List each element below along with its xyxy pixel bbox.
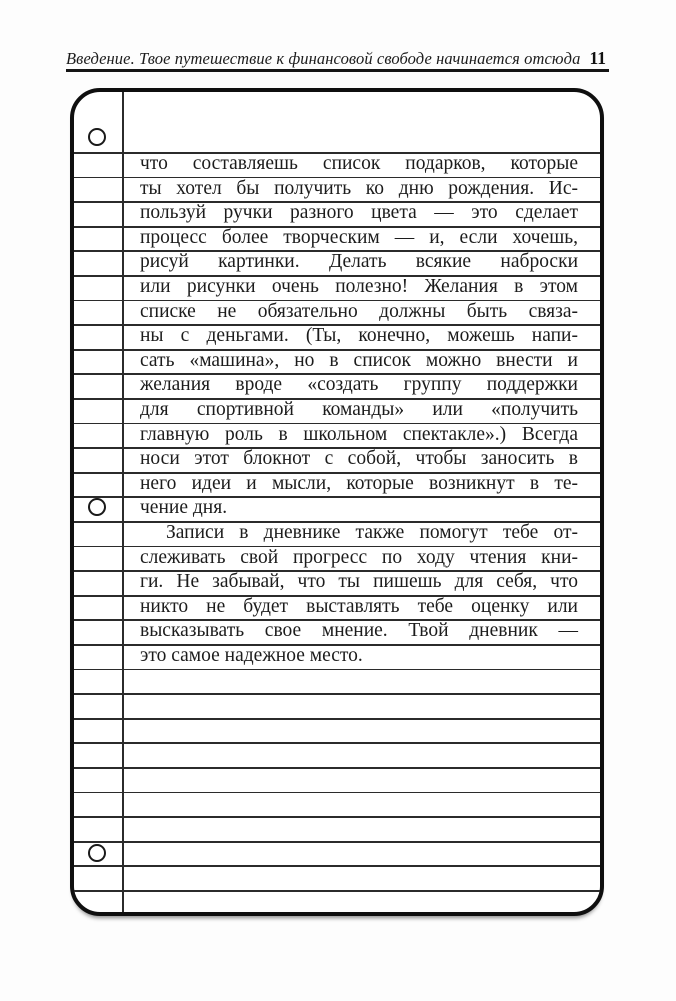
ruled-line (74, 816, 600, 818)
page-number: 11 (589, 48, 606, 68)
text-line: или рисунки очень полезно! Желания в этом (140, 275, 578, 297)
text-line: него идеи и мысли, которые возникнут в те- (140, 472, 578, 494)
text-line: списке не обязательно должны быть связа- (140, 300, 578, 322)
ruled-line (74, 693, 600, 695)
text-line: высказывать свое мнение. Твой дневник — (140, 620, 578, 642)
notebook-card (70, 88, 604, 916)
text-line: чение дня. (140, 497, 228, 519)
text-line: что составляешь список подарков, которые (140, 153, 578, 174)
text-line: ны с деньгами. (Ты, конечно, можешь напи- (140, 325, 578, 347)
binder-hole (88, 844, 106, 862)
running-header (66, 48, 609, 69)
text-line: пользуй ручки разного цвета — это сделает (140, 202, 578, 224)
ruled-line (74, 792, 600, 794)
text-line: Записи в дневнике также помогут тебе от- (166, 521, 578, 543)
header-rule (66, 69, 609, 72)
text-line: главную роль в школьном спектакле».) Всегда (140, 423, 578, 445)
text-line: процесс более творческим — и, если хочешь, (140, 226, 578, 248)
text-line: для спортивной команды» или «получить (140, 398, 578, 420)
text-line: желания вроде «создать группу поддержки (140, 374, 578, 396)
text-line: это самое надежное место. (140, 644, 363, 666)
binder-hole (88, 498, 106, 516)
text-line: сать «машина», но в список можно внести и (140, 349, 578, 371)
text-line: рисуй картинки. Делать всякие наброски (140, 251, 578, 273)
ruled-line (74, 865, 600, 867)
text-line: никто не будет выставлять тебе оценку или (140, 595, 578, 617)
notebook-text (140, 152, 578, 668)
text-line: носи этот блокнот с собой, чтобы заносить в (140, 448, 578, 470)
ruled-line (74, 841, 600, 843)
ruled-line (74, 742, 600, 744)
ruled-line (74, 767, 600, 769)
text-line: ги. Не забывай, что ты пишешь для себя, что (140, 571, 578, 593)
text-line: слеживать свой прогресс по ходу чтения кни- (140, 546, 578, 568)
ruled-line (74, 669, 600, 671)
binder-hole (88, 128, 106, 146)
ruled-line (74, 890, 600, 892)
margin-line (122, 92, 124, 912)
ruled-line (74, 718, 600, 720)
header-title: Введение. Твое путешествие к финансовой свободе начинается отсюда (66, 49, 581, 68)
text-line: ты хотел бы получить ко дню рождения. Ис- (140, 177, 578, 199)
